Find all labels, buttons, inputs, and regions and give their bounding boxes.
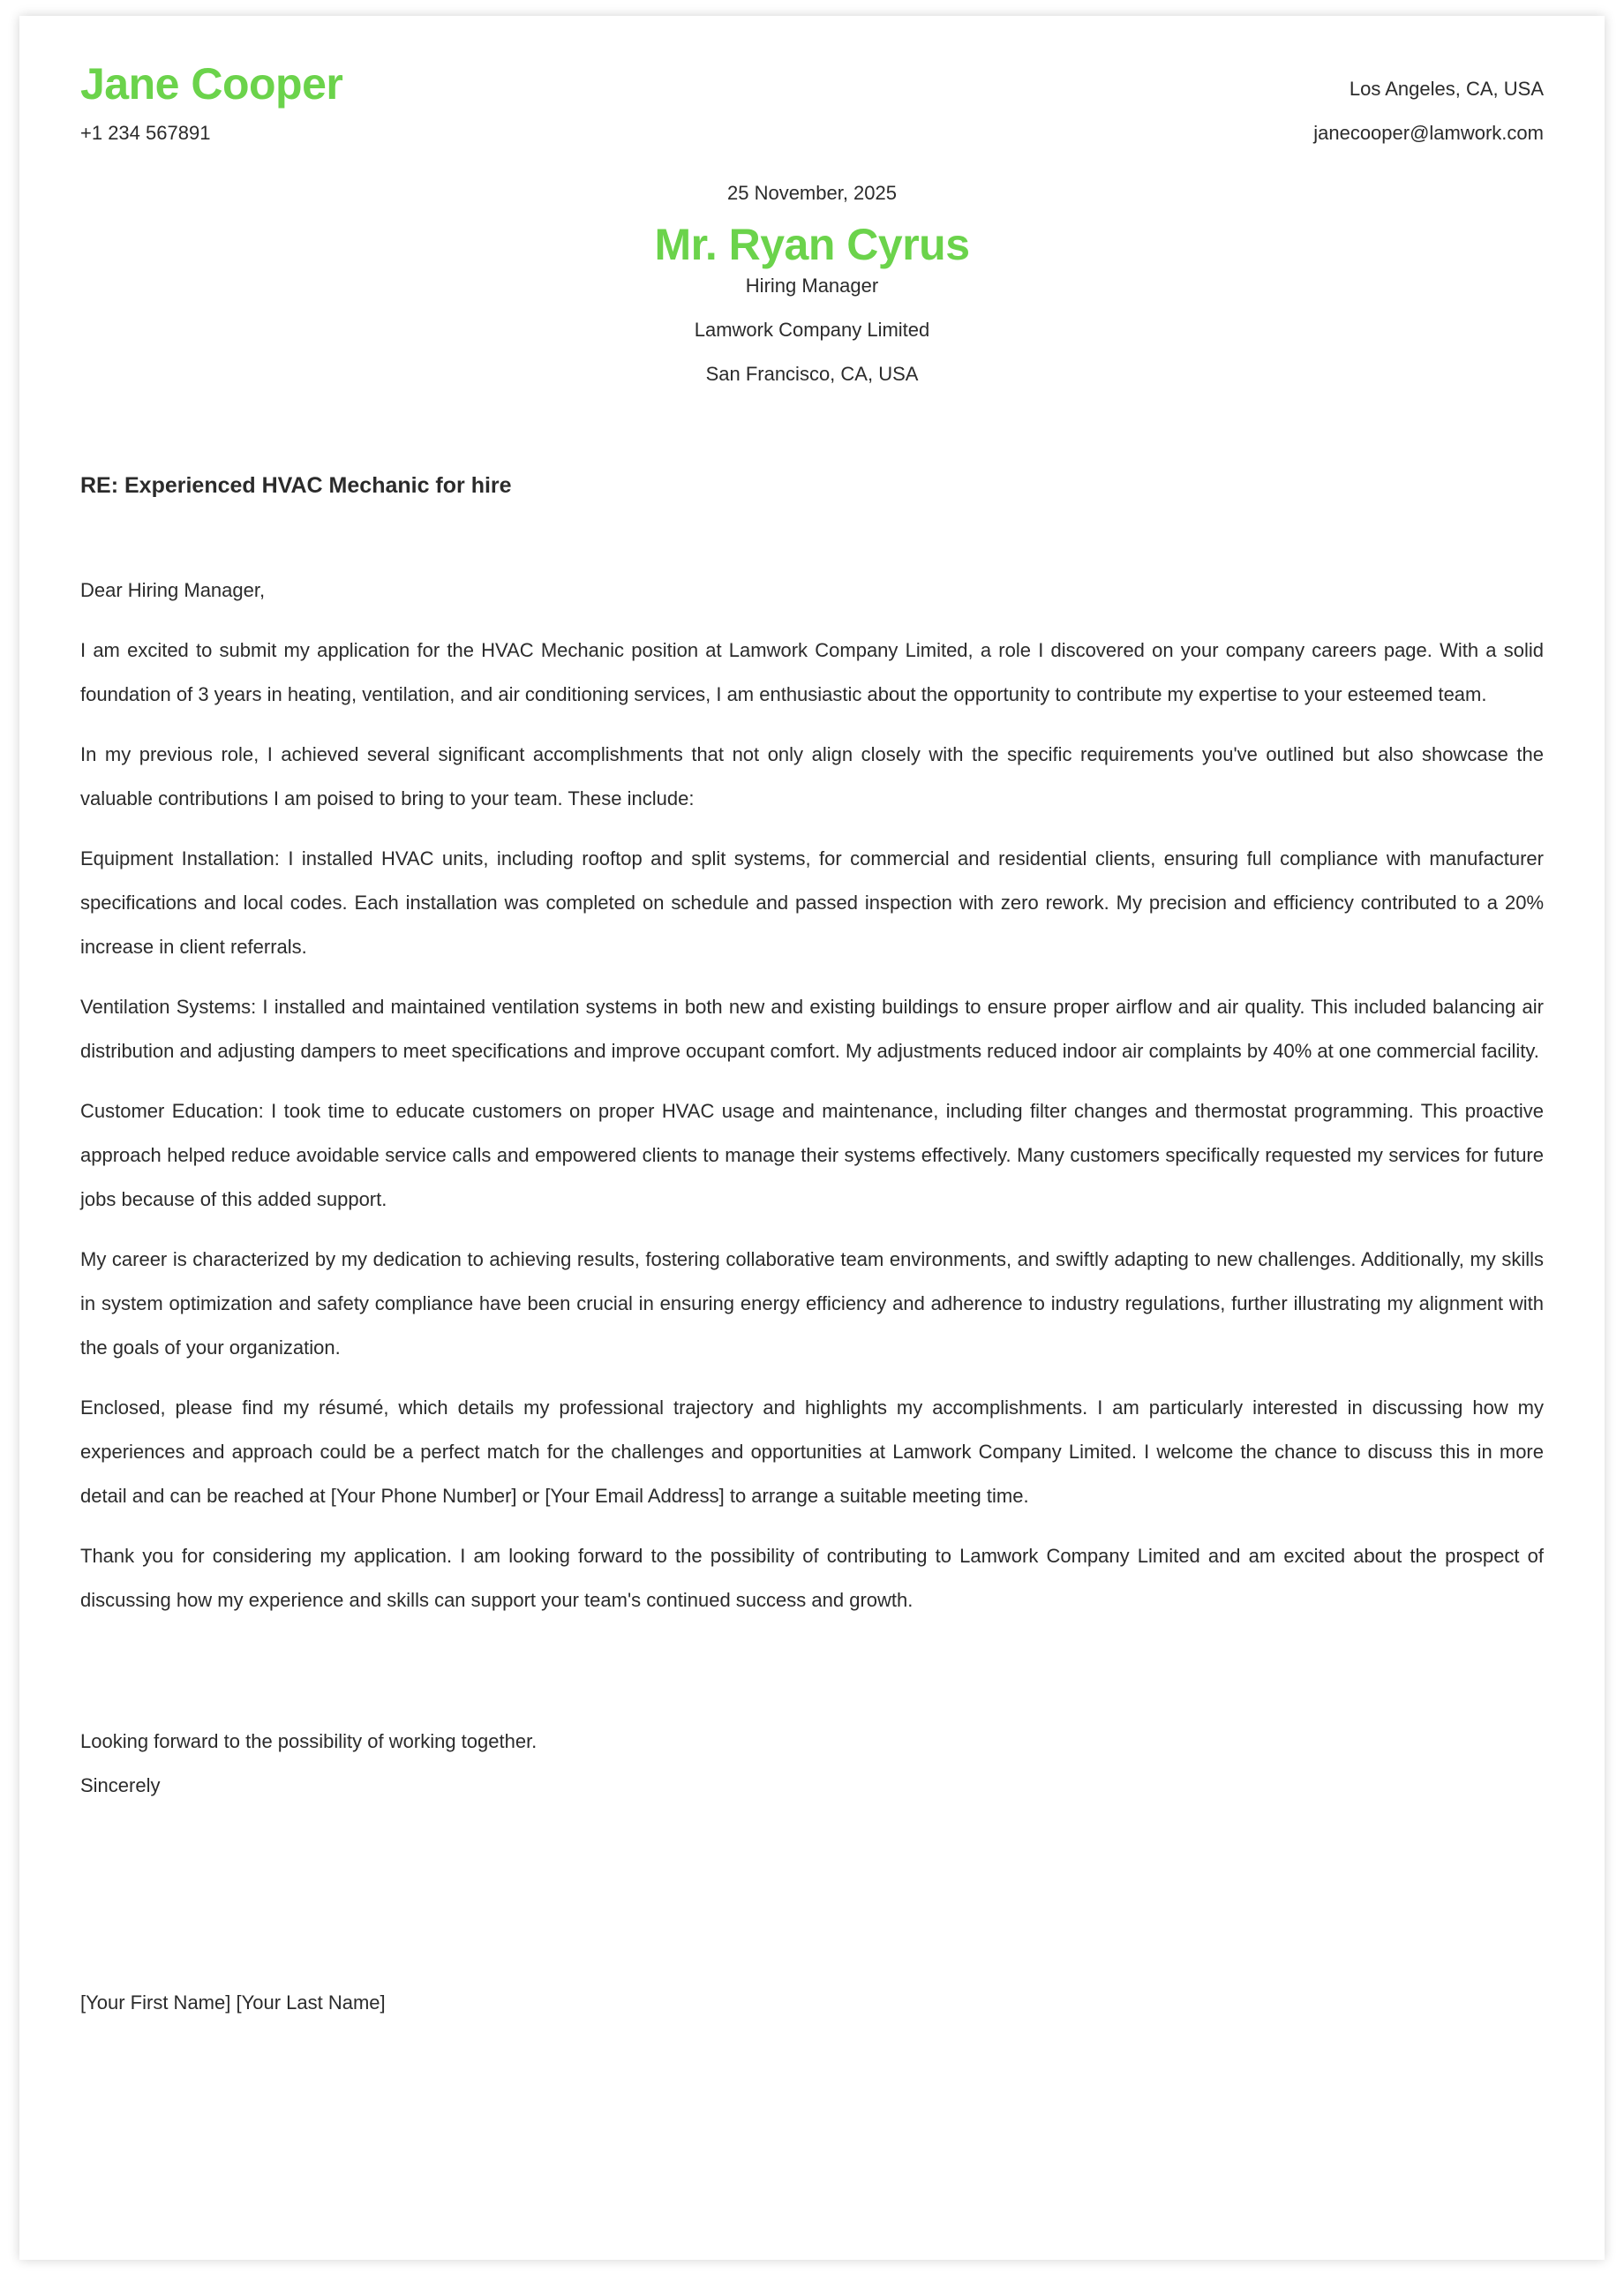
letter-header bbox=[80, 16, 1544, 166]
letter-page bbox=[19, 16, 1605, 2260]
sender-email: janecooper@lamwork.com bbox=[1313, 122, 1544, 144]
body-paragraph: I am excited to submit my application for the HVAC Mechanic position at Lamwork Company Limited, a role I discovered on your company careers page. With a solid foundation of 3 years in heating, ventilation, and air conditioning services, I am enthusiastic about the opportunity to contribute my expertise to your esteemed team. bbox=[80, 639, 1544, 705]
letter-content bbox=[80, 16, 1544, 2014]
salutation: Dear Hiring Manager, bbox=[80, 579, 266, 601]
recipient-title: Hiring Manager bbox=[745, 275, 879, 297]
sender-location: Los Angeles, CA, USA bbox=[1349, 78, 1544, 100]
body-paragraph: Thank you for considering my application. I am looking forward to the possibility of contributing to Lamwork Company Limited and am excited about the prospect of discussing how my experience and skills can support your team's continued success and growth. bbox=[80, 1545, 1544, 1611]
signature-name: [Your First Name] [Your Last Name] bbox=[80, 1991, 386, 2014]
closing-line: Looking forward to the possibility of working together. bbox=[80, 1730, 538, 1752]
recipient-company: Lamwork Company Limited bbox=[694, 319, 930, 341]
letter-body bbox=[80, 568, 1544, 1638]
letter-closing bbox=[80, 1720, 537, 1808]
sender-phone: +1 234 567891 bbox=[80, 122, 211, 144]
body-paragraph: Equipment Installation: I installed HVAC units, including rooftop and split systems, for commercial and residential clients, ensuring full compliance with manufacturer specifications and local codes. Each installation was completed on schedule and passed inspection with zero rework. My precision and efficiency contributed to a 20% increase in client referrals. bbox=[80, 847, 1544, 958]
letter-subject: RE: Experienced HVAC Mechanic for hire bbox=[80, 473, 512, 498]
body-paragraph: Customer Education: I took time to educate customers on proper HVAC usage and maintenance, including filter changes and thermostat programming. This proactive approach helped reduce avoidable service calls and empowered clients to manage their systems effectively. Many customers specifically requested my services for future jobs because of this added support. bbox=[80, 1100, 1544, 1210]
body-paragraph: Enclosed, please find my résumé, which details my professional trajectory and highlights my accomplishments. I am particularly interested in discussing how my experiences and approach could be a perfect match for the challenges and opportunities at Lamwork Company Limited. I welcome the chance to discuss this in more detail and can be reached at [Your Phone Number] or [Your Email Address] to arrange a suitable meeting time. bbox=[80, 1396, 1544, 1507]
sender-name: Jane Cooper bbox=[80, 59, 343, 109]
recipient-details bbox=[80, 264, 1544, 396]
recipient-location: San Francisco, CA, USA bbox=[705, 363, 919, 385]
body-paragraph: My career is characterized by my dedication to achieving results, fostering collaborative team environments, and swiftly adapting to new challenges. Additionally, my skills in system optimization and safety compliance have been crucial in ensuring energy efficiency and adherence to industry regulations, further illustrating my alignment with the goals of your organization. bbox=[80, 1248, 1544, 1359]
body-paragraph: Ventilation Systems: I installed and maintained ventilation systems in both new and existing buildings to ensure proper airflow and air quality. This included balancing air distribution and adjusting dampers to meet specifications and improve occupant comfort. My adjustments reduced indoor air complaints by 40% at one commercial facility. bbox=[80, 996, 1544, 1062]
closing-signoff: Sincerely bbox=[80, 1774, 161, 1796]
recipient-block bbox=[80, 184, 1544, 396]
recipient-name: Mr. Ryan Cyrus bbox=[654, 220, 970, 269]
letter-date: 25 November, 2025 bbox=[726, 182, 898, 204]
body-paragraph: In my previous role, I achieved several significant accomplishments that not only align closely with the specific requirements you've outlined but also showcase the valuable contributions I am poised to bring to your team. These include: bbox=[80, 743, 1544, 809]
